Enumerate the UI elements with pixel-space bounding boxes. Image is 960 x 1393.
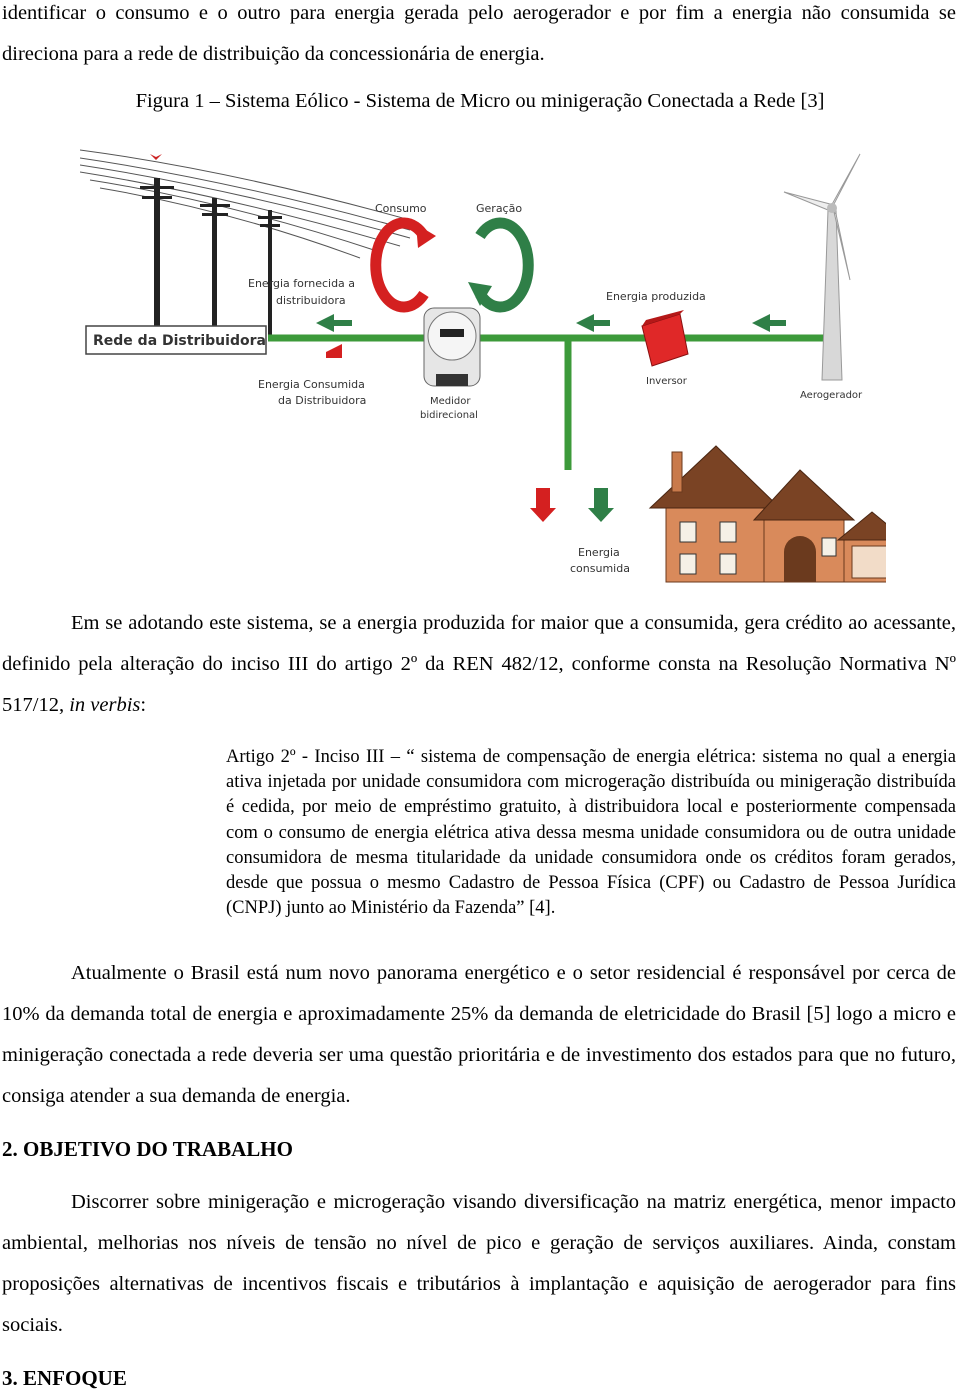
down-arrow-red bbox=[530, 488, 556, 522]
aerogenerator-label: Aerogerador bbox=[800, 390, 863, 401]
energy-consumed-label-2: consumida bbox=[570, 562, 630, 575]
inverter bbox=[642, 310, 688, 366]
meter-label-2: bidirecional bbox=[420, 410, 478, 421]
distributor-label: Rede da Distribuidora bbox=[93, 333, 266, 349]
energy-consumed-dist-label-1: Energia Consumida bbox=[258, 378, 365, 391]
figure-caption: Figura 1 – Sistema Eólico - Sistema de Micro ou minigeração Conectada a Rede [3] bbox=[135, 90, 825, 112]
down-arrow-green bbox=[588, 488, 614, 522]
right-arrow-1 bbox=[326, 344, 342, 358]
power-lines bbox=[80, 150, 410, 258]
left-arrow-3 bbox=[752, 314, 786, 332]
left-arrow-2 bbox=[576, 314, 610, 332]
meter-label-1: Medidor bbox=[430, 396, 471, 407]
left-arrow-1 bbox=[316, 314, 352, 332]
energy-consumed-dist-label-2: da Distribuidora bbox=[278, 394, 367, 407]
wind-system-diagram bbox=[80, 140, 886, 585]
geracao-label: Geração bbox=[476, 202, 523, 215]
energy-produced-label: Energia produzida bbox=[606, 290, 706, 303]
paragraph-4: Discorrer sobre minigeração e microgeração visando diversificação na matriz energética, menor impacto ambiental, melhorias nos níveis de tensão no nível de pico e geração de serviços auxiliares. Ainda, constam proposições alternativas de incentivos fiscais e tributários à implantação e aquisição de aerogerador para fins sociais. bbox=[2, 1191, 956, 1336]
top-paragraph: identificar o consumo e o outro para energia gerada pelo aerogerador e por fim a energia não consumida se direciona para a rede de distribuição da concessionária de energia. bbox=[2, 2, 956, 65]
energy-consumed-label-1: Energia bbox=[578, 546, 620, 559]
paragraph-2: Em se adotando este sistema, se a energia produzida for maior que a consumida, gera crédito ao acessante, definido pela alteração do inciso III do artigo 2º da REN 482/12, conforme consta na Resolução Normativa Nº 517/12, in verbis: bbox=[2, 612, 956, 716]
house bbox=[80, 446, 886, 585]
in-verbis: in verbis bbox=[69, 694, 141, 716]
heading-focus: 3. ENFOQUE bbox=[2, 1366, 127, 1390]
consumo-label: Consumo bbox=[375, 202, 427, 215]
paragraph-3: Atualmente o Brasil está num novo panorama energético e o setor residencial é responsável por cerca de 10% da demanda total de energia e aproximadamente 25% da demanda de eletricidade do Brasil [5] logo a micro e minigeração conectada a rede deveria ser uma questão prioritária e de investimento dos estados para que no futuro, consiga atender a sua demanda de energia. bbox=[2, 962, 956, 1107]
heading-objective: 2. OBJETIVO DO TRABALHO bbox=[2, 1137, 293, 1161]
geracao-arrow bbox=[480, 223, 528, 307]
wind-turbine bbox=[784, 154, 860, 380]
bird-icon bbox=[150, 154, 162, 160]
article-quote: Artigo 2º - Inciso III – “ sistema de compensação de energia elétrica: sistema no qual a energia ativa injetada por unidade consumidora com microgeração distribuída ou minigeração distribuída é cedida, por meio de empréstimo gratuito, à distribuidora local e posteriormente compensada com o consumo de energia elétrica ativa dessa mesma unidade consumidora ou de outra unidade consumidora de mesma titularidade da unidade consumidora onde os créditos foram gerados, desde que possua o mesmo Cadastro de Pessoa Física (CPF) ou Cadastro de Pessoa Jurídica (CNPJ) junto ao Ministério da Fazenda” [4]. bbox=[226, 747, 956, 919]
inverter-label: Inversor bbox=[646, 376, 687, 387]
energy-supplied-label-2: distribuidora bbox=[276, 294, 346, 307]
energy-supplied-label-1: Energia fornecida a bbox=[248, 277, 356, 290]
bidirectional-meter bbox=[424, 308, 480, 386]
utility-poles bbox=[140, 178, 282, 338]
